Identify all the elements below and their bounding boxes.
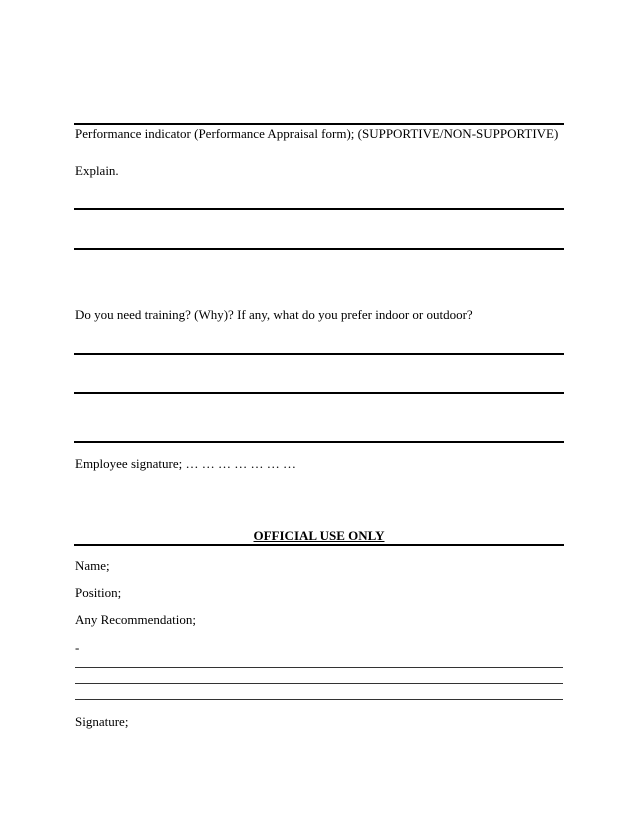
explain-answer-line-2[interactable] [74, 248, 564, 250]
recommendation-line-3[interactable] [75, 699, 563, 700]
training-answer-line-3[interactable] [74, 441, 564, 443]
recommendation-label: Any Recommendation; [75, 612, 196, 627]
training-answer-line-1[interactable] [74, 353, 564, 355]
name-label: Name; [75, 558, 110, 573]
performance-indicator-question: Performance indicator (Performance Appraisal form); (SUPPORTIVE/NON-SUPPORTIVE) [75, 126, 559, 141]
training-question: Do you need training? (Why)? If any, what do you prefer indoor or outdoor? [75, 307, 473, 322]
official-use-rule [74, 544, 564, 546]
recommendation-dash: - [75, 640, 80, 655]
official-signature-label: Signature; [75, 714, 129, 729]
explain-label: Explain. [75, 163, 119, 178]
position-label: Position; [75, 585, 122, 600]
section-top-rule [74, 123, 564, 125]
training-answer-line-2[interactable] [74, 392, 564, 394]
employee-signature-label: Employee signature; … … … … … … … [75, 456, 296, 471]
official-use-heading: OFFICIAL USE ONLY [253, 528, 385, 543]
recommendation-line-2[interactable] [75, 683, 563, 684]
explain-answer-line-1[interactable] [74, 208, 564, 210]
recommendation-line-1[interactable] [75, 667, 563, 668]
